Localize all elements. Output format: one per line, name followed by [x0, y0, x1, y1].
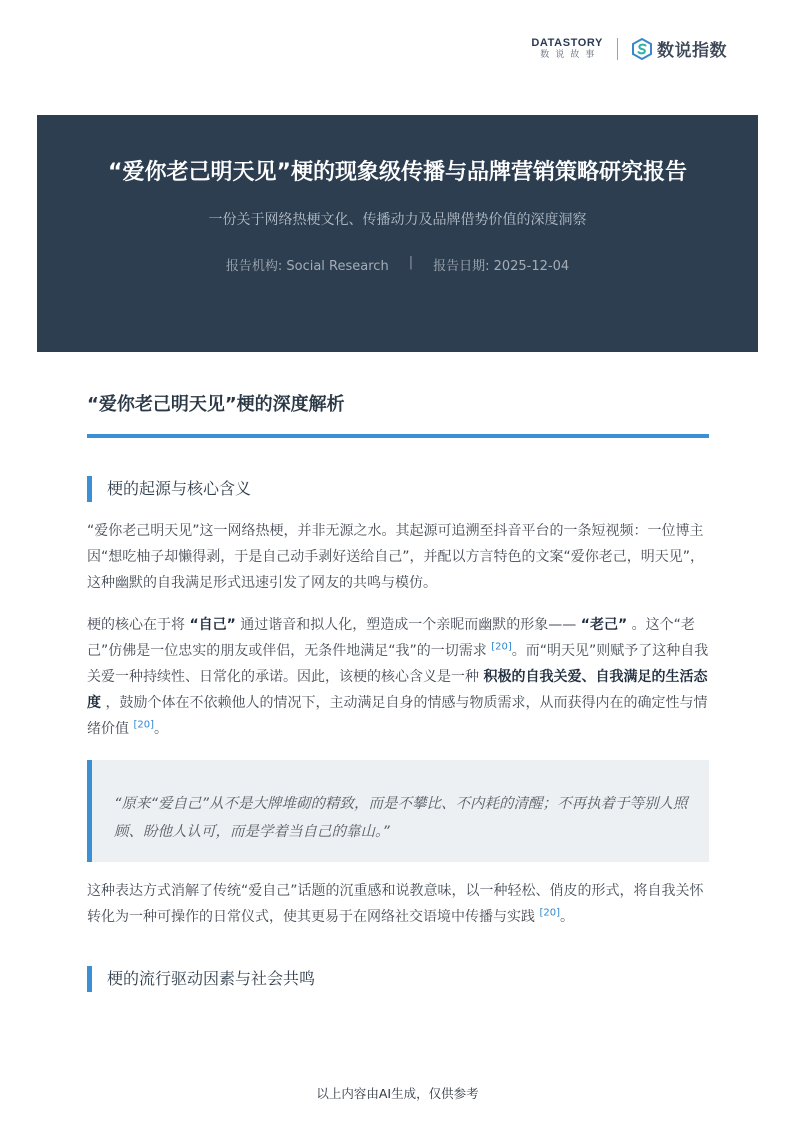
text-run: 。	[559, 909, 574, 925]
bold-term-laoji: “老己”	[580, 617, 628, 633]
report-title: “爱你老己明天见”梗的现象级传播与品牌营销策略研究报告	[108, 160, 687, 185]
logo-divider	[617, 38, 618, 60]
shuoshuo-logo-text: 数说指数	[657, 41, 727, 61]
shuoshuo-logo	[632, 36, 727, 61]
report-org: 报告机构: Social Research	[225, 259, 389, 274]
paragraph-core-meaning	[87, 612, 709, 742]
text-run: ，鼓励个体在不依赖他人的情况下，主动满足自身的情感与物质需求，从而获得内在的确定性与情绪价值	[87, 695, 708, 737]
paragraph-origin: “爱你老己明天见”这一网络热梗，并非无源之水。其起源可追溯至抖音平台的一条短视频：一位博主因“想吃柚子却懒得剥，于是自己动手剥好送给自己”，并配以方言特色的文案“爱你老己，明天见”，这种幽默的自我满足形式迅速引发了网友的共鸣与模仿。	[87, 523, 705, 591]
citation-link[interactable]: [20]	[491, 641, 512, 653]
bold-term-attitude: 积极的自我关爱、自我满足的生活态度	[87, 669, 708, 711]
datastory-logo	[531, 37, 603, 61]
subsection-title-drivers: 梗的流行驱动因素与社会共鸣	[87, 966, 709, 992]
report-body	[87, 390, 709, 992]
subsection-title-origin: 梗的起源与核心含义	[87, 476, 709, 502]
datastory-logo-en: DATASTORY	[531, 36, 603, 49]
logo-bar	[531, 36, 727, 61]
citation-link[interactable]: [20]	[133, 719, 154, 731]
bold-term-self: “自己”	[189, 617, 236, 633]
report-meta	[37, 255, 758, 274]
text-run: 。而“明天见”则赋予了这种自我关爱一种持续性、日常化的承诺。因此，该梗的核心含义是一种	[87, 643, 709, 685]
hexagon-s-icon	[632, 38, 652, 60]
datastory-logo-cn: 数说故事	[540, 49, 601, 60]
text-run: 这种表达方式消解了传统“爱自己”话题的沉重感和说教意味，以一种轻松、俏皮的形式，将自我关怀转化为一种可操作的日常仪式，使其更易于在网络社交语境中传播与实践	[87, 883, 704, 925]
report-header	[37, 115, 758, 352]
text-run: 梗的核心在于将	[87, 617, 190, 633]
blockquote: “原来“爱自己”从不是大牌堆砌的精致，而是不攀比、不内耗的清醒；不再执着于等别人照顾、盼他人认可，而是学着当自己的靠山。”	[87, 760, 709, 862]
text-run: 。	[153, 721, 168, 737]
paragraph-expression	[87, 878, 709, 930]
section-divider	[87, 434, 709, 438]
ai-disclaimer-footer: 以上内容由AI生成，仅供参考	[316, 1086, 479, 1101]
citation-link[interactable]: [20]	[539, 907, 560, 919]
text-run: 。这个“老己”仿佛是一位忠实的朋友或伴侣，无条件地满足“我”的一切需求	[87, 617, 695, 659]
meta-separator: |	[408, 255, 414, 270]
text-run: 通过谐音和拟人化，塑造成一个亲昵而幽默的形象——	[235, 617, 581, 633]
report-subtitle: 一份关于网络热梗文化、传播动力及品牌借势价值的深度洞察	[208, 212, 587, 228]
section-title: “爱你老己明天见”梗的深度解析	[87, 394, 345, 415]
report-date: 报告日期: 2025-12-04	[433, 259, 570, 274]
